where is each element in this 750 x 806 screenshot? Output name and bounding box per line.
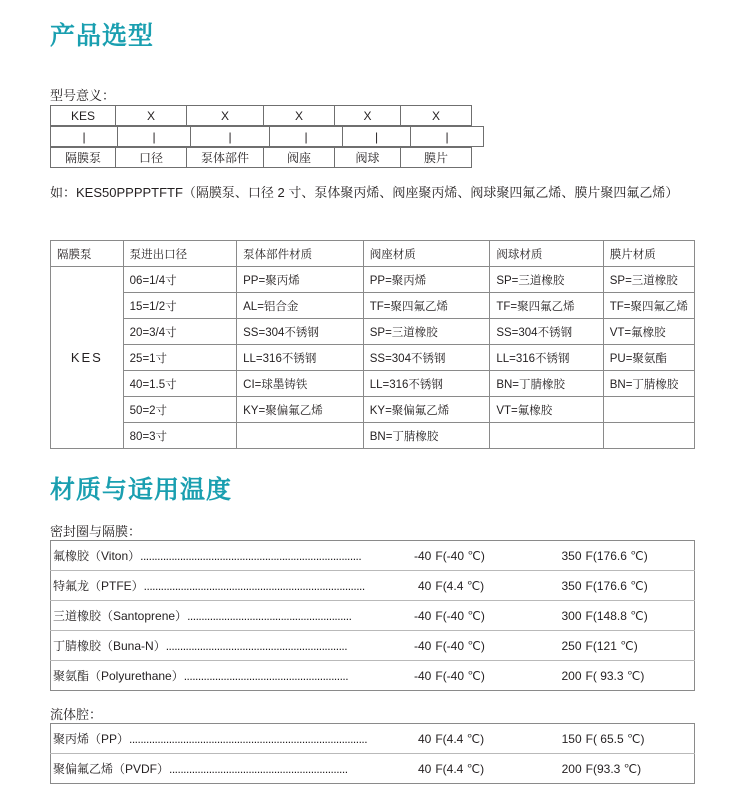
seal-table-label: 密封圈与隔膜： [50, 524, 142, 539]
code-bar: | [270, 127, 343, 147]
code-cell: X [116, 106, 187, 126]
table-row [51, 724, 695, 754]
code-cell: 隔膜泵 [51, 148, 116, 168]
code-cell: X [187, 106, 264, 126]
spec-cell: CI=球墨铸铁 [237, 371, 364, 397]
fluid-name: 聚偏氟乙烯（PVDF） [53, 762, 170, 776]
spec-cell: SP=三道橡胶 [490, 267, 603, 293]
spec-model-cell: KES [51, 267, 124, 449]
table-row [51, 661, 695, 691]
seal-name: 丁腈橡胶（Buna-N） [53, 639, 166, 653]
page-title-material-temperature: 材质与适用温度 [50, 476, 233, 504]
fluid-min-temp-c: F(4.4 ℃) [433, 754, 526, 784]
spec-cell: BN=丁腈橡胶 [363, 423, 490, 449]
seal-name: 聚氨酯（Polyurethane） [53, 669, 184, 683]
spec-cell: 20=3/4寸 [123, 319, 236, 345]
leader-dots: ............................................................... [169, 762, 348, 776]
spec-cell: SS=304不锈钢 [490, 319, 603, 345]
spec-cell: BN=丁腈橡胶 [603, 371, 694, 397]
page-title-product-selection: 产品选型 [50, 22, 155, 50]
spec-cell: SP=三道橡胶 [603, 267, 694, 293]
table-row [51, 631, 695, 661]
fluid-name-cell [51, 724, 384, 754]
spec-header-cell: 泵体部件材质 [237, 241, 364, 267]
spec-cell: BN=丁腈橡胶 [490, 371, 603, 397]
model-code-table [50, 105, 484, 168]
seal-min-temp-f: -40 [384, 631, 434, 661]
spec-cell: LL=316不锈钢 [363, 371, 490, 397]
fluid-table-wrap [50, 723, 695, 784]
code-top-row [51, 106, 472, 126]
seal-min-temp-f: -40 [384, 601, 434, 631]
leader-dots: .......................................................... [187, 609, 352, 623]
code-bar: | [411, 127, 484, 147]
fluid-name-cell [51, 754, 384, 784]
spec-cell: PU=聚氨酯 [603, 345, 694, 371]
spec-cell: KY=聚偏氟乙烯 [237, 397, 364, 423]
seal-name-cell [51, 661, 384, 691]
seal-name-cell [51, 541, 384, 571]
code-cell: 泵体部件 [187, 148, 264, 168]
table-row [51, 267, 695, 293]
spec-cell: LL=316不锈钢 [237, 345, 364, 371]
seal-name-cell [51, 631, 384, 661]
spec-cell: 50=2寸 [123, 397, 236, 423]
seal-table [50, 540, 695, 691]
table-row [51, 541, 695, 571]
spec-header-cell: 阀球材质 [490, 241, 603, 267]
code-cell: X [264, 106, 335, 126]
code-bar: | [191, 127, 270, 147]
code-cell: X [335, 106, 401, 126]
seal-max-temp-c: F(176.6 ℃) [584, 571, 695, 601]
spec-cell: 80=3寸 [123, 423, 236, 449]
code-cell: 口径 [116, 148, 187, 168]
table-row [51, 423, 695, 449]
table-row [51, 319, 695, 345]
table-row [51, 397, 695, 423]
code-bar: | [51, 127, 118, 147]
table-row [51, 371, 695, 397]
seal-name-cell [51, 571, 384, 601]
spec-cell: TF=聚四氟乙烯 [363, 293, 490, 319]
fluid-max-temp-c: F( 65.5 ℃) [585, 731, 645, 746]
seal-min-temp-f: -40 [384, 661, 434, 691]
spec-cell: 25=1寸 [123, 345, 236, 371]
spec-header-cell: 阀座材质 [363, 241, 490, 267]
fluid-min-temp-f: 40 [417, 731, 432, 746]
seal-max-temp-f: 350 [561, 548, 582, 563]
leader-dots: .............................................................................. [140, 549, 362, 563]
spec-table [50, 240, 695, 449]
spec-header-cell: 隔膜泵 [51, 241, 124, 267]
seal-max-temp-f: 250 [526, 631, 583, 661]
seal-max-temp-c: F( 93.3 ℃) [584, 661, 695, 691]
fluid-table-label: 流体腔： [50, 707, 103, 722]
seal-min-temp-f: 40 [384, 571, 434, 601]
leader-dots: .......................................................... [183, 669, 349, 683]
seal-max-temp-c: F(148.8 ℃) [584, 601, 695, 631]
model-code-label: 型号意义： [50, 88, 116, 103]
seal-name: 特氟龙（PTFE） [53, 579, 144, 593]
seal-name: 氟橡胶（Viton） [53, 549, 141, 563]
spec-cell: TF=聚四氟乙烯 [490, 293, 603, 319]
code-bar: | [118, 127, 191, 147]
seal-min-temp-c: F(-40 ℃) [433, 661, 526, 691]
spec-cell: SS=304不锈钢 [363, 345, 490, 371]
table-row [51, 571, 695, 601]
seal-min-temp-c: F(-40 ℃) [435, 548, 485, 563]
spec-cell: SS=304不锈钢 [237, 319, 364, 345]
code-bar: | [343, 127, 411, 147]
code-cell: X [401, 106, 472, 126]
code-bottom-row [51, 148, 472, 168]
code-cell: 阀球 [335, 148, 401, 168]
fluid-max-temp-f: 200 [526, 754, 583, 784]
spec-cell: PP=聚丙烯 [237, 267, 364, 293]
leader-dots: .................................................................................... [129, 732, 368, 746]
seal-max-temp-c: F(176.6 ℃) [585, 548, 648, 563]
seal-max-temp-f: 350 [526, 571, 583, 601]
spec-cell: AL=铝合金 [237, 293, 364, 319]
spec-cell: 15=1/2寸 [123, 293, 236, 319]
spec-cell [490, 423, 603, 449]
table-row [51, 601, 695, 631]
table-row [51, 345, 695, 371]
fluid-max-temp-c: F(93.3 ℃) [584, 754, 695, 784]
spec-cell: 40=1.5寸 [123, 371, 236, 397]
spec-cell [237, 423, 364, 449]
seal-name-cell [51, 601, 384, 631]
leader-dots: ................................................................ [165, 639, 348, 653]
spec-cell: KY=聚偏氟乙烯 [363, 397, 490, 423]
seal-min-temp-f: -40 [414, 548, 432, 563]
spec-header-cell: 膜片材质 [603, 241, 694, 267]
seal-min-temp-c: F(-40 ℃) [433, 601, 526, 631]
code-cell: 膜片 [401, 148, 472, 168]
spec-cell: VT=氟橡胶 [603, 319, 694, 345]
seal-table-wrap [50, 540, 695, 691]
spec-header-cell: 泵进出口径 [123, 241, 236, 267]
code-cell: 阀座 [264, 148, 335, 168]
spec-cell: 06=1/4寸 [123, 267, 236, 293]
code-cell: KES [51, 106, 116, 126]
spec-cell: TF=聚四氟乙烯 [603, 293, 694, 319]
spec-cell [603, 397, 694, 423]
table-row [51, 754, 695, 784]
seal-max-temp-f: 200 [526, 661, 583, 691]
seal-max-temp-c: F(121 ℃) [584, 631, 695, 661]
spec-cell: VT=氟橡胶 [490, 397, 603, 423]
model-code-grid [50, 105, 472, 126]
model-code-example: 如：KES50PPPPTFTF（隔膜泵、口径 2 寸、泵体聚丙烯、阀座聚丙烯、阀球聚四氟乙烯、膜片聚四氟乙烯） [50, 185, 679, 200]
seal-name: 三道橡胶（Santoprene） [53, 609, 188, 623]
fluid-name: 聚丙烯（PP） [53, 732, 130, 746]
seal-max-temp-f: 300 [526, 601, 583, 631]
seal-min-temp-c: F(-40 ℃) [433, 631, 526, 661]
code-bar-row [51, 127, 484, 147]
spec-cell: SP=三道橡胶 [363, 319, 490, 345]
fluid-min-temp-f: 40 [384, 754, 434, 784]
table-row [51, 293, 695, 319]
spec-cell [603, 423, 694, 449]
spec-header-row [51, 241, 695, 267]
spec-cell: LL=316不锈钢 [490, 345, 603, 371]
fluid-min-temp-c: F(4.4 ℃) [435, 731, 485, 746]
spec-table-wrap [50, 240, 695, 449]
leader-dots: .............................................................................. [143, 579, 365, 593]
seal-min-temp-c: F(4.4 ℃) [433, 571, 526, 601]
spec-cell: PP=聚丙烯 [363, 267, 490, 293]
fluid-table [50, 723, 695, 784]
fluid-max-temp-f: 150 [561, 731, 582, 746]
